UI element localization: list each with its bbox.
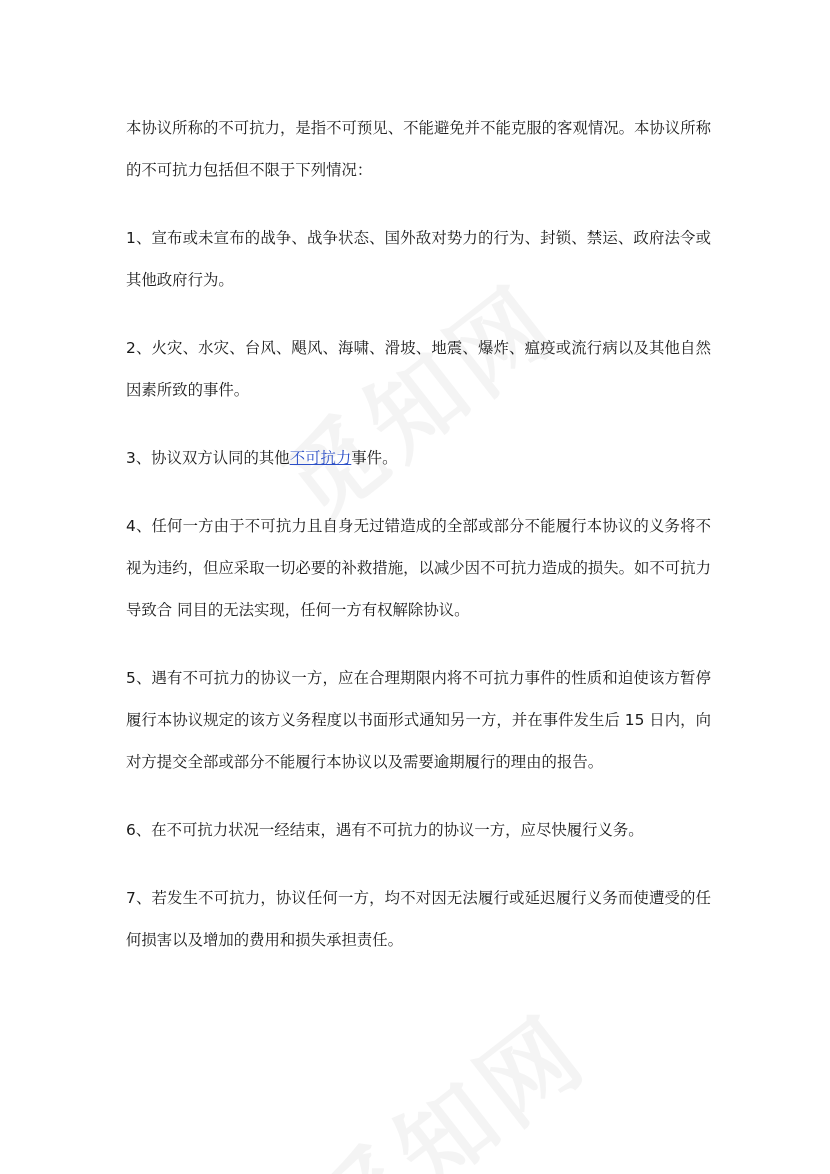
- force-majeure-link[interactable]: 不可抗力: [289, 449, 352, 467]
- watermark: [281, 978, 611, 1174]
- paragraph-item-5: 5、遇有不可抗力的协议一方，应在合理期限内将不可抗力事件的性质和迫使该方暂停履行本协议规定的该方义务程度以书面形式通知另一方，并在事件发生后 15 日内，向对方提交全部或部分不能履行本协议以及需要逾期履行的理由的报告。: [126, 669, 711, 771]
- paragraph-item-1: 1、宣布或未宣布的战争、战争状态、国外敌对势力的行为、封锁、禁运、政府法令或其他政府行为。: [126, 229, 711, 289]
- paragraph-item-3-text-before: 3、协议双方认同的其他: [126, 449, 290, 467]
- paragraph-item-3-text-after: 事件。: [351, 449, 398, 467]
- paragraph-intro: 本协议所称的不可抗力，是指不可预见、不能避免并不能克服的客观情况。本协议所称的不可抗力包括但不限于下列情况：: [126, 119, 711, 179]
- paragraph-item-3: [126, 437, 711, 479]
- paragraph-item-4: 4、任何一方由于不可抗力且自身无过错造成的全部或部分不能履行本协议的义务将不视为违约，但应采取一切必要的补救措施，以减少因不可抗力造成的损失。如不可抗力导致合 同目的无法实现，任何一方有权解除协议。: [126, 517, 711, 619]
- paragraph-item-6: 6、在不可抗力状况一经结束，遇有不可抗力的协议一方，应尽快履行义务。: [126, 821, 644, 839]
- paragraph-item-2: 2、火灾、水灾、台风、飓风、海啸、滑坡、地震、爆炸、瘟疫或流行病以及其他自然因素所致的事件。: [126, 339, 711, 399]
- document-body: [126, 107, 711, 987]
- paragraph-item-7: 7、若发生不可抗力，协议任何一方，均不对因无法履行或延迟履行义务而使遭受的任何损害以及增加的费用和损失承担责任。: [126, 889, 711, 949]
